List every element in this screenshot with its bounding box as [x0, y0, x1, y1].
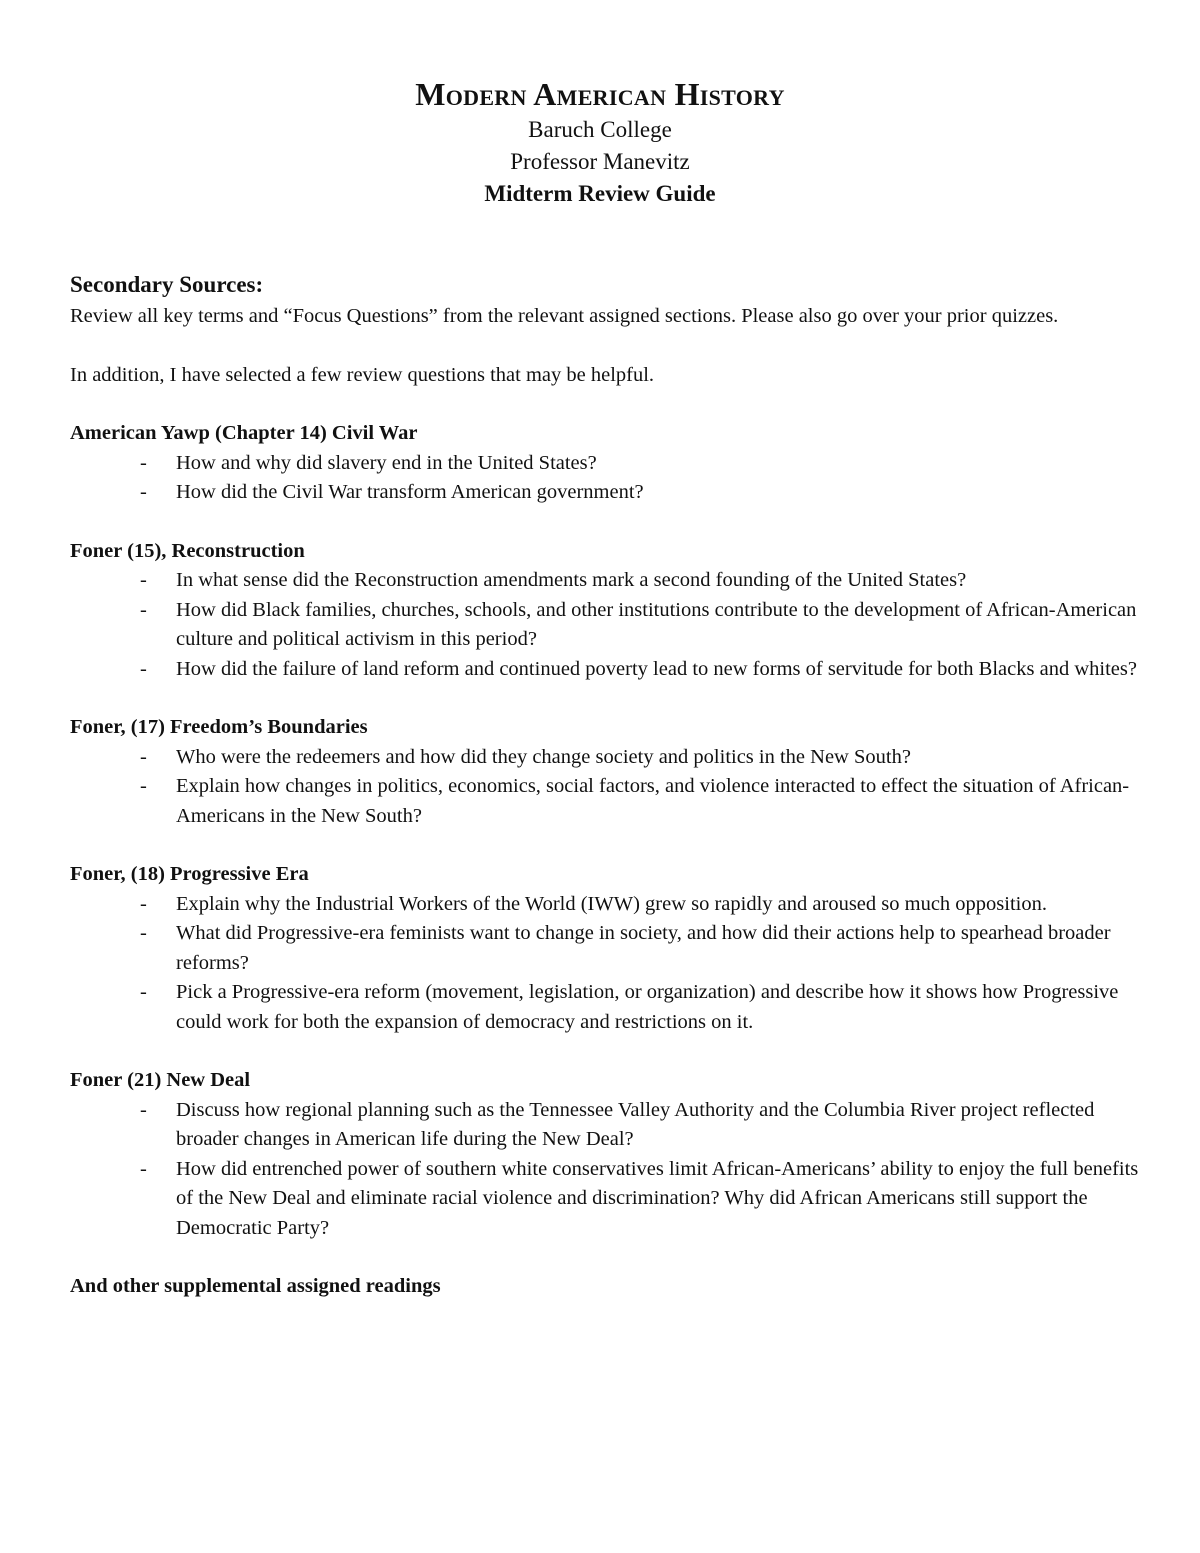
- spacer: [70, 508, 1140, 537]
- topic-list: [70, 419, 1140, 1272]
- topic-section: [70, 860, 1140, 1066]
- dash-bullet-icon: -: [140, 892, 147, 915]
- topic-section: [70, 1066, 1140, 1272]
- question-text: How did the Civil War transform American government?: [176, 481, 644, 503]
- college-name: Baruch College: [528, 117, 672, 142]
- question-item: [70, 919, 1140, 978]
- question-list: [70, 566, 1140, 684]
- topic-section: [70, 713, 1140, 860]
- question-item: [70, 655, 1140, 685]
- question-item: [70, 596, 1140, 655]
- question-text: How did the failure of land reform and continued poverty lead to new forms of servitude for both Blacks and whites?: [176, 657, 1137, 680]
- topic-section: [70, 419, 1140, 537]
- secondary-addition: In addition, I have selected a few review questions that may be helpful.: [70, 363, 655, 386]
- question-item: [70, 772, 1140, 831]
- spacer: [70, 831, 1140, 860]
- spacer: [70, 390, 1140, 419]
- dash-bullet-icon: -: [140, 775, 147, 797]
- professor-name: Professor Manevitz: [510, 149, 690, 174]
- secondary-intro: Review all key terms and “Focus Questions” from the relevant assigned sections. Please also go over your prior quizzes.: [70, 305, 1059, 327]
- question-text: Pick a Progressive-era reform (movement, legislation, or organization) and describe how it shows how Progressive could work for both the expansion of democracy and restrictions on it.: [176, 981, 1119, 1033]
- course-title: Modern American History: [415, 76, 785, 112]
- question-item: [70, 449, 1140, 479]
- spacer: [70, 1037, 1140, 1066]
- question-item: [70, 890, 1140, 920]
- question-text: In what sense did the Reconstruction amendments mark a second founding of the United States?: [176, 569, 967, 591]
- question-text: How did Black families, churches, schools, and other institutions contribute to the development of African-American culture and political activism in this period?: [176, 598, 1137, 650]
- question-list: [70, 743, 1140, 832]
- topic-heading: Foner (15), Reconstruction: [70, 539, 305, 562]
- question-item: [70, 478, 1140, 508]
- spacer: [70, 332, 1140, 361]
- dash-bullet-icon: -: [140, 598, 147, 621]
- topic-heading: American Yawp (Chapter 14) Civil War: [70, 422, 418, 444]
- dash-bullet-icon: -: [140, 657, 147, 680]
- document-body: [70, 268, 1140, 1302]
- dash-bullet-icon: -: [140, 569, 147, 591]
- document-header: [0, 74, 1200, 210]
- guide-title: Midterm Review Guide: [484, 181, 716, 206]
- spacer: [70, 1243, 1140, 1272]
- question-item: [70, 743, 1140, 773]
- dash-bullet-icon: -: [140, 922, 147, 944]
- closing-note: And other supplemental assigned readings: [70, 1275, 441, 1297]
- question-text: Explain why the Industrial Workers of the World (IWW) grew so rapidly and aroused so much opposition.: [176, 892, 1047, 915]
- dash-bullet-icon: -: [140, 745, 147, 768]
- topic-section: [70, 537, 1140, 714]
- question-list: [70, 449, 1140, 508]
- question-item: [70, 1155, 1140, 1244]
- dash-bullet-icon: -: [140, 451, 147, 474]
- question-item: [70, 566, 1140, 596]
- question-text: How and why did slavery end in the United States?: [176, 451, 597, 474]
- question-text: Who were the redeemers and how did they change society and politics in the New South?: [176, 745, 911, 768]
- question-list: [70, 890, 1140, 1038]
- dash-bullet-icon: -: [140, 981, 147, 1003]
- question-list: [70, 1096, 1140, 1244]
- topic-heading: Foner, (18) Progressive Era: [70, 863, 309, 885]
- topic-heading: Foner (21) New Deal: [70, 1069, 251, 1091]
- question-text: What did Progressive-era feminists want to change in society, and how did their actions help to spearhead broader reforms?: [176, 922, 1111, 974]
- secondary-sources-heading: Secondary Sources:: [70, 272, 264, 297]
- topic-heading: Foner, (17) Freedom’s Boundaries: [70, 716, 368, 738]
- dash-bullet-icon: -: [140, 1098, 147, 1121]
- question-text: Discuss how regional planning such as the Tennessee Valley Authority and the Columbia River project reflected broader changes in American life during the New Deal?: [176, 1098, 1095, 1150]
- dash-bullet-icon: -: [140, 481, 147, 503]
- dash-bullet-icon: -: [140, 1157, 147, 1180]
- spacer: [70, 684, 1140, 713]
- question-item: [70, 1096, 1140, 1155]
- question-text: Explain how changes in politics, economics, social factors, and violence interacted to effect the situation of African-Americans in the New South?: [176, 775, 1130, 827]
- question-item: [70, 978, 1140, 1037]
- question-text: How did entrenched power of southern white conservatives limit African-Americans’ ability to enjoy the full benefits of the New Deal and eliminate racial violence and discrimination? Why did African Americans still support the Democratic Party?: [176, 1157, 1139, 1239]
